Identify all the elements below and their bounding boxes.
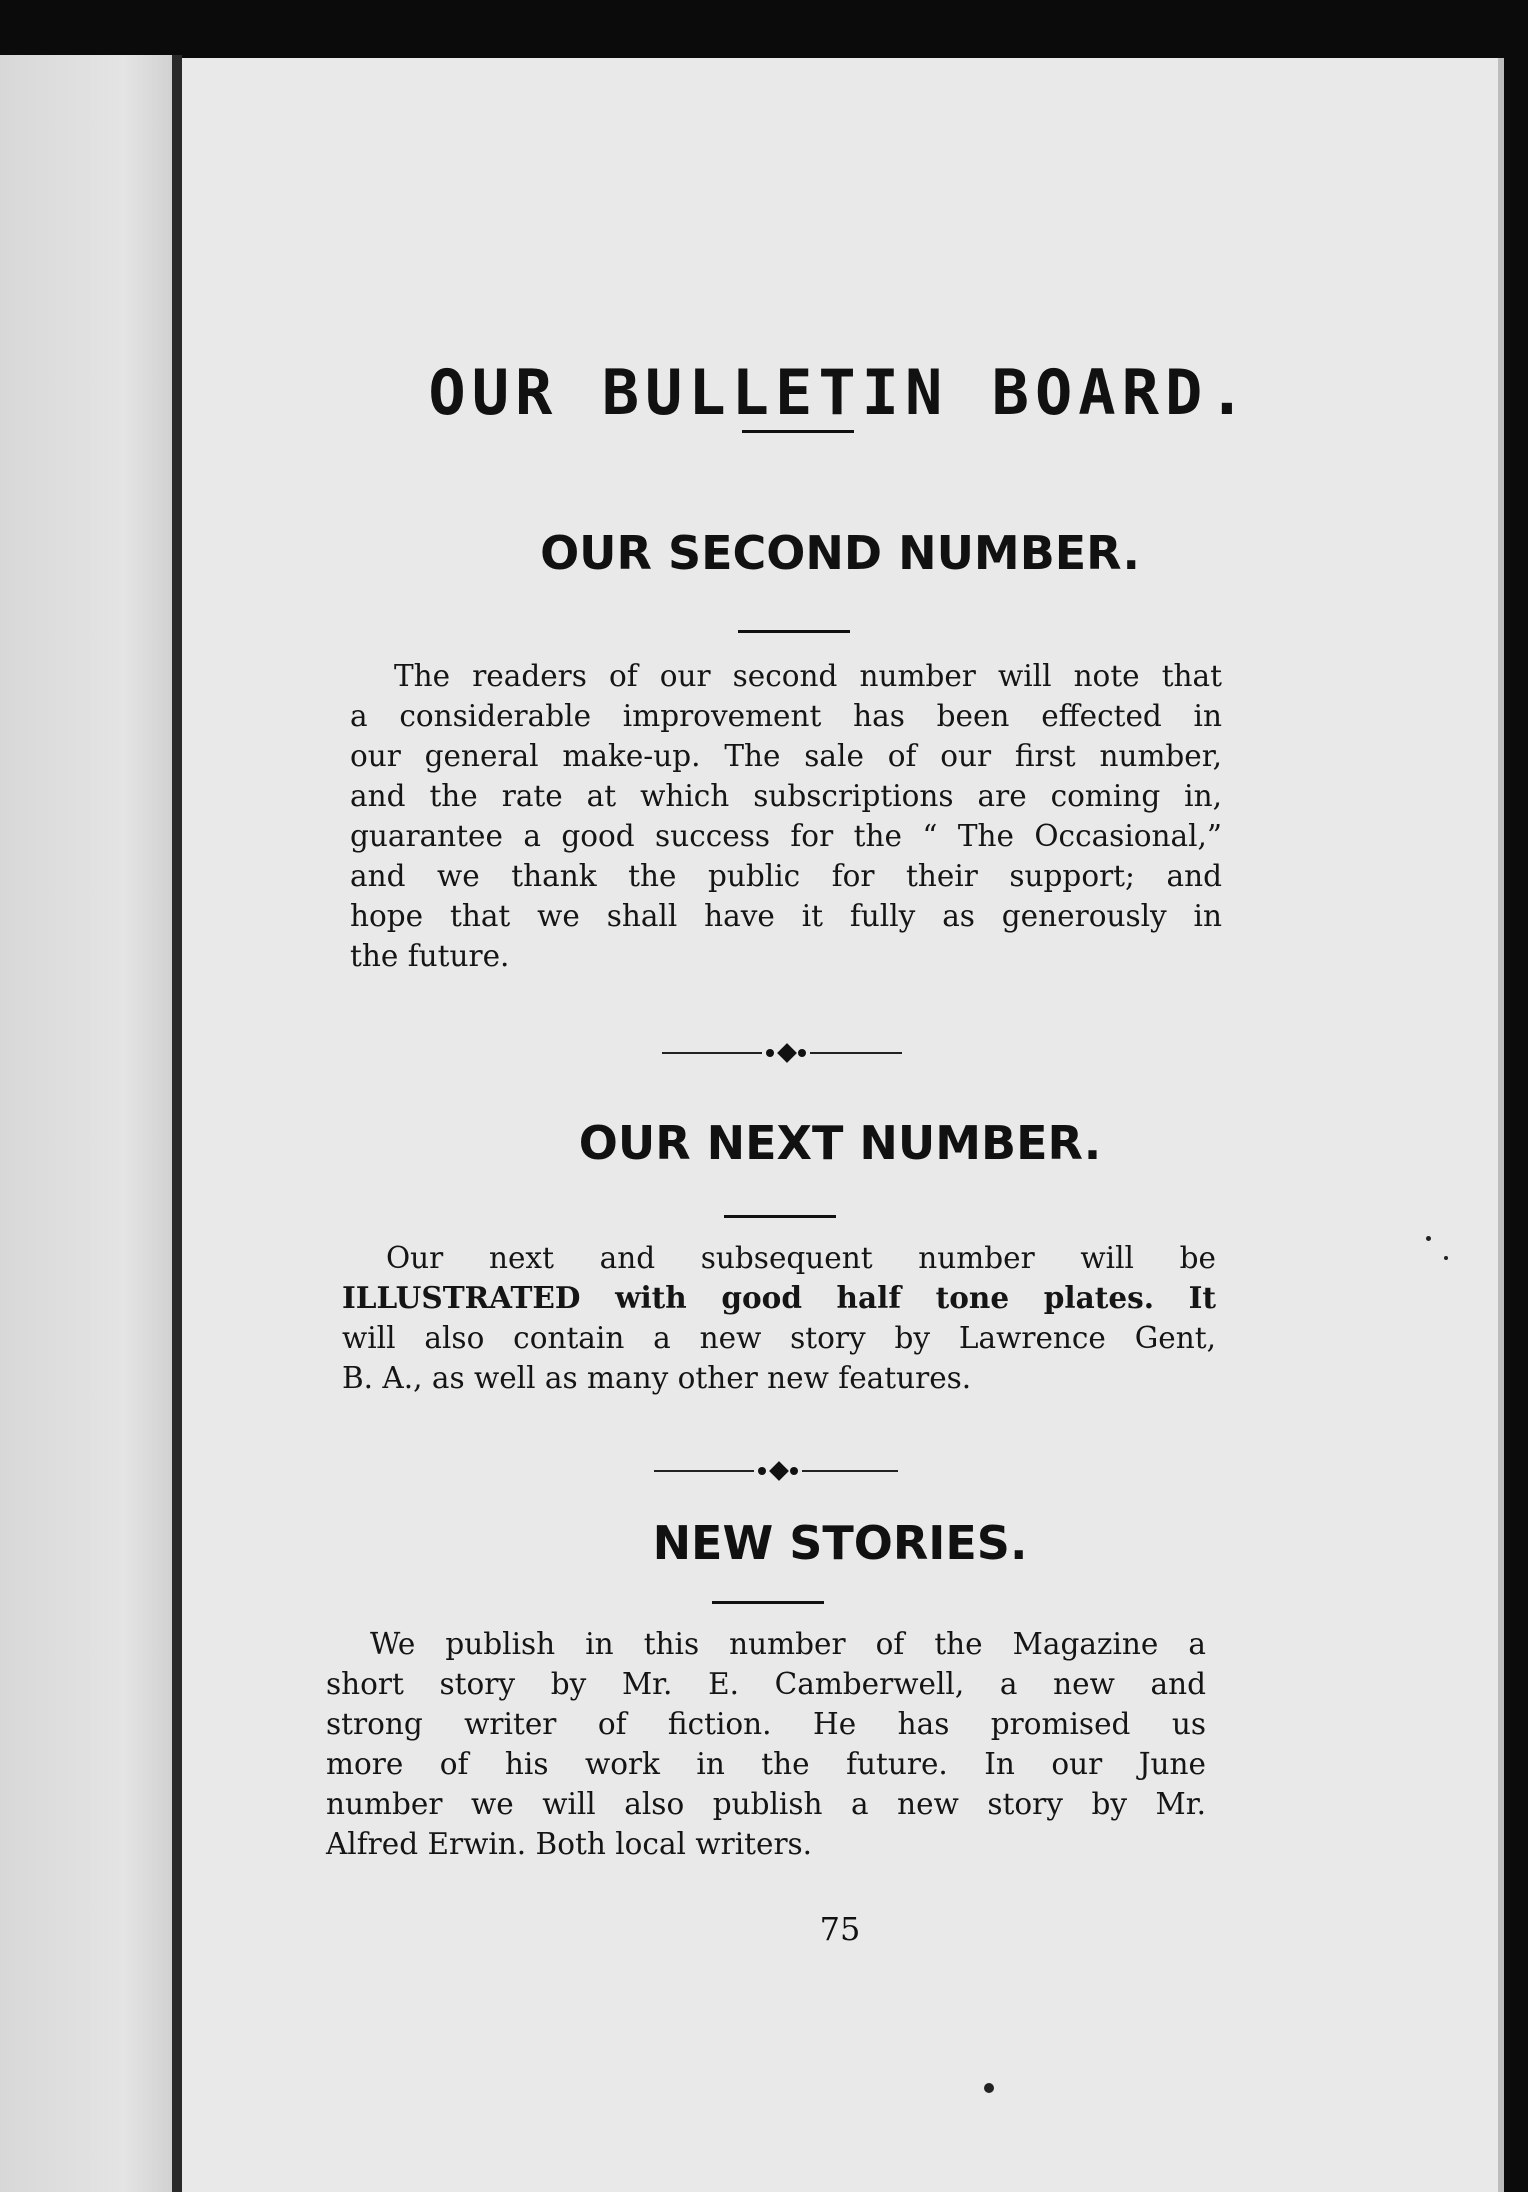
text-line: Our next and subsequent number will be: [386, 1241, 1216, 1275]
paragraph-second-number: [350, 656, 1222, 976]
text-line: will also contain a new story by Lawrence Gent,: [342, 1321, 1216, 1355]
text-line: ILLUSTRATED with good half tone plates. It: [342, 1280, 1216, 1315]
section-ornament: [662, 1043, 902, 1063]
title-rule: [742, 430, 854, 433]
ink-speck: [984, 2083, 994, 2093]
facing-page: [0, 55, 178, 2192]
ink-speck: [1426, 1236, 1431, 1241]
paragraph-next-number: [342, 1238, 1216, 1398]
magazine-page: [182, 58, 1504, 2192]
text-line: Alfred Erwin. Both local writers.: [326, 1827, 813, 1861]
section-rule: [724, 1215, 836, 1218]
text-line: strong writer of fiction. He has promised us: [326, 1707, 1206, 1741]
text-line: more of his work in the future. In our June: [326, 1747, 1206, 1781]
text-line: the future.: [350, 939, 510, 973]
text-line: our general make-up. The sale of our first number,: [350, 739, 1222, 773]
section-rule: [738, 630, 850, 633]
text-line: number we will also publish a new story by Mr.: [326, 1787, 1206, 1821]
text-line: guarantee a good success for the “ The Occasional,”: [350, 819, 1222, 853]
text-line: hope that we shall have it fully as generously in: [350, 899, 1222, 933]
text-line: short story by Mr. E. Camberwell, a new and: [326, 1667, 1206, 1701]
page-number: 75: [819, 1910, 861, 1948]
ink-speck: [1444, 1256, 1448, 1260]
text-line: The readers of our second number will note that: [394, 659, 1222, 693]
section-heading-new-stories: NEW STORIES.: [652, 1516, 1028, 1570]
section-rule: [712, 1601, 824, 1604]
page-title: OUR BULLETIN BOARD.: [428, 356, 1252, 429]
text-line: a considerable improvement has been effected in: [350, 699, 1222, 733]
text-line: B. A., as well as many other new features.: [342, 1361, 972, 1395]
book-spine: [172, 55, 182, 2192]
section-heading-next-number: OUR NEXT NUMBER.: [578, 1116, 1102, 1170]
section-heading-second-number: OUR SECOND NUMBER.: [540, 526, 1140, 580]
text-line: We publish in this number of the Magazine a: [370, 1627, 1206, 1661]
text-line: and the rate at which subscriptions are coming in,: [350, 779, 1222, 813]
text-line: and we thank the public for their support; and: [350, 859, 1222, 893]
paragraph-new-stories: [326, 1624, 1206, 1864]
section-ornament: [654, 1461, 898, 1481]
